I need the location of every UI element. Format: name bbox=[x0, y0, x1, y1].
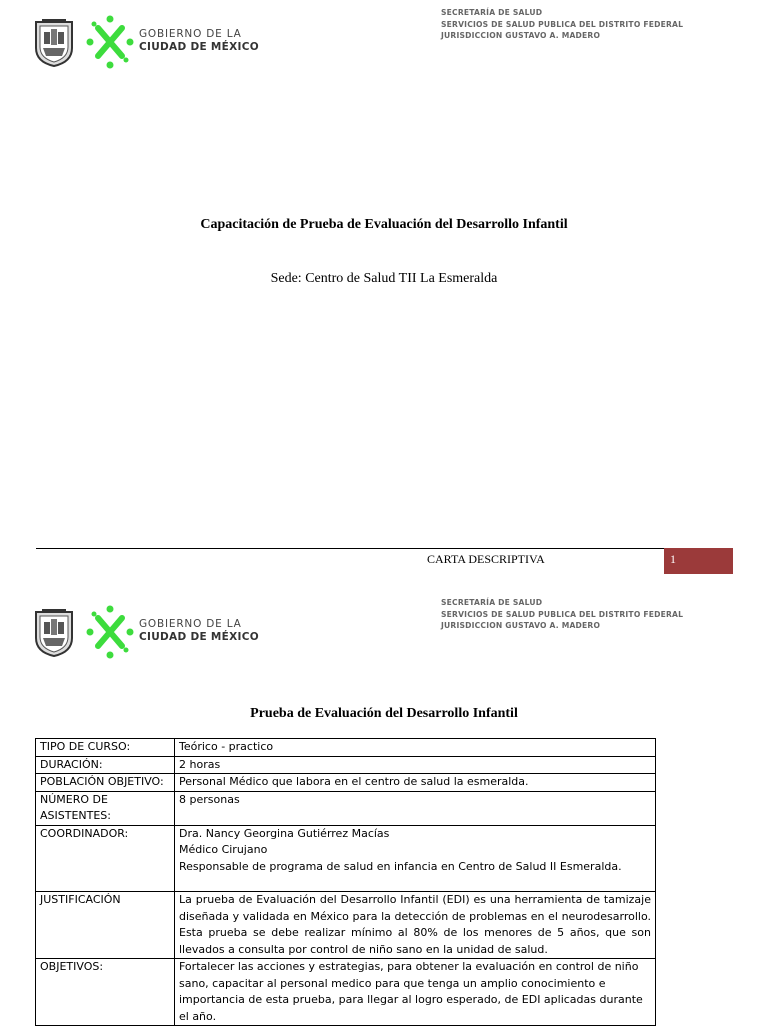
cdmx-logo-icon bbox=[86, 604, 134, 660]
cover-title: Capacitación de Prueba de Evaluación del Desarrollo Infantil bbox=[200, 217, 568, 232]
value-line: Fortalecer las acciones y estrategias, para obtener la evaluación en control de niño sano, capacitar al personal medico para que tenga un amplio conocimiento e importancia de esta prueba, para llegar al logro esperado, de EDI aplicadas durante el año. bbox=[179, 960, 643, 1023]
value-line: 8 personas bbox=[179, 792, 240, 806]
row-value bbox=[175, 756, 656, 774]
value-line: Teórico - practico bbox=[179, 740, 274, 753]
row-label: JUSTIFICACIÓN bbox=[36, 892, 175, 959]
course-description-table bbox=[35, 738, 656, 1026]
footer-label: CARTA DESCRIPTIVA bbox=[427, 552, 545, 566]
row-value bbox=[175, 774, 656, 792]
government-name bbox=[139, 28, 259, 54]
row-label: DURACIÓN: bbox=[36, 756, 175, 774]
dept-line: SERVICIOS DE SALUD PUBLICA DEL DISTRITO FEDERAL bbox=[441, 19, 684, 29]
table-row bbox=[36, 739, 656, 757]
table-row bbox=[36, 791, 656, 825]
dept-line: JURISDICCION GUSTAVO A. MADERO bbox=[441, 621, 601, 630]
row-value bbox=[175, 825, 656, 892]
section-title: Prueba de Evaluación del Desarrollo Infantil bbox=[250, 706, 518, 721]
gov-name-line1: GOBIERNO DE LA bbox=[139, 618, 242, 630]
page-number: 1 bbox=[670, 552, 676, 566]
coat-of-arms-icon bbox=[34, 18, 74, 68]
row-label: COORDINADOR: bbox=[36, 825, 175, 892]
table-row bbox=[36, 892, 656, 959]
dept-line: SECRETARÍA DE SALUD bbox=[441, 598, 543, 607]
department-block bbox=[441, 597, 683, 632]
page-number-box bbox=[664, 548, 733, 574]
value-line: Personal Médico que labora en el centro de salud la esmeralda. bbox=[179, 775, 529, 788]
row-label: POBLACIÓN OBJETIVO: bbox=[36, 774, 175, 792]
row-value bbox=[175, 959, 656, 1026]
value-line: Responsable de programa de salud en infancia en Centro de Salud II Esmeralda. bbox=[179, 859, 622, 873]
dept-line: JURISDICCION GUSTAVO A. MADERO bbox=[441, 31, 601, 40]
table-row bbox=[36, 774, 656, 792]
government-name bbox=[139, 618, 259, 644]
row-value bbox=[175, 791, 656, 825]
coat-of-arms-icon bbox=[34, 608, 74, 658]
value-line: Médico Cirujano bbox=[179, 843, 268, 856]
page-header bbox=[0, 590, 768, 670]
document-page-2 bbox=[0, 590, 768, 1024]
cover-venue: Sede: Centro de Salud TII La Esmeralda bbox=[270, 271, 498, 286]
value-line: Dra. Nancy Georgina Gutiérrez Macías bbox=[179, 826, 390, 840]
dept-line: SERVICIOS DE SALUD PUBLICA DEL DISTRITO FEDERAL bbox=[441, 609, 684, 619]
dept-line: SECRETARÍA DE SALUD bbox=[441, 8, 543, 17]
page-header bbox=[0, 0, 768, 80]
gov-name-line1: GOBIERNO DE LA bbox=[139, 28, 242, 40]
gov-name-line2: CIUDAD DE MÉXICO bbox=[139, 631, 259, 643]
gov-name-line2: CIUDAD DE MÉXICO bbox=[139, 41, 259, 53]
row-label: NÚMERO DE ASISTENTES: bbox=[36, 791, 175, 825]
table-row bbox=[36, 756, 656, 774]
row-label: TIPO DE CURSO: bbox=[36, 739, 175, 757]
cdmx-logo-icon bbox=[86, 14, 134, 70]
row-value bbox=[175, 892, 656, 959]
footer-rule bbox=[36, 548, 664, 549]
value-line: La prueba de Evaluación del Desarrollo Infantil (EDI) es una herramienta de tamizaje diseñada y validada en México para la detección de problemas en el neurodesarrollo. Esta prueba se debe realizar mínimo al 80% de los menores de 5 años, que son llevados a consulta por control de niño sano en la unidad de salud. bbox=[179, 893, 651, 956]
row-label: OBJETIVOS: bbox=[36, 959, 175, 1026]
department-block bbox=[441, 7, 683, 42]
value-line: 2 horas bbox=[179, 757, 221, 771]
table-row bbox=[36, 959, 656, 1026]
row-value bbox=[175, 739, 656, 757]
table-row bbox=[36, 825, 656, 892]
